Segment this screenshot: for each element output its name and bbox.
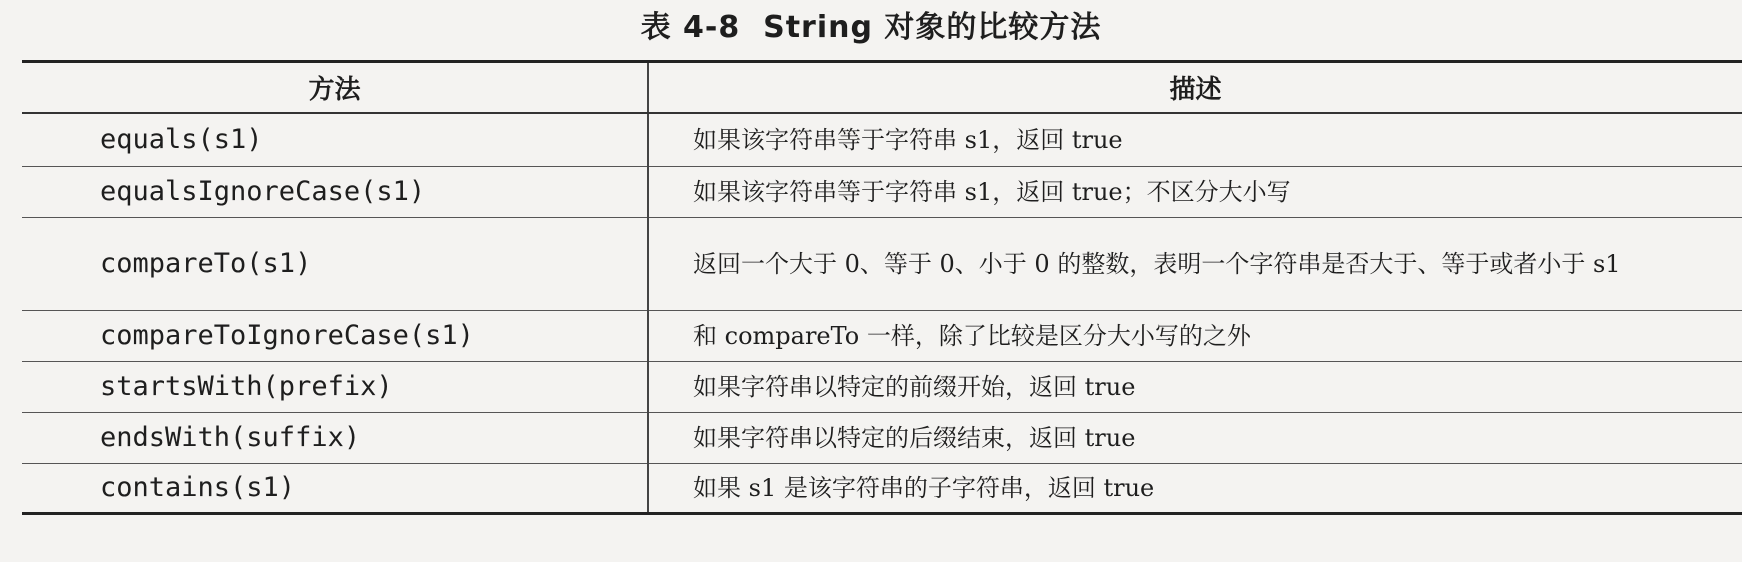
method-name: compareToIgnoreCase(s1)	[22, 310, 648, 361]
method-description-text: 如果字符串以特定的前缀开始，返回 true	[693, 372, 1136, 401]
table-row	[22, 113, 1742, 166]
table-title: 表 4-8 String 对象的比较方法	[640, 10, 1102, 45]
method-name: equals(s1)	[22, 113, 648, 166]
method-description	[648, 361, 1742, 412]
table-row	[22, 166, 1742, 217]
table-row	[22, 310, 1742, 361]
method-description-text: 如果字符串以特定的后缀结束，返回 true	[693, 423, 1136, 452]
method-name: contains(s1)	[22, 463, 648, 513]
table-row	[22, 361, 1742, 412]
table-row	[22, 217, 1742, 310]
method-description	[648, 166, 1742, 217]
method-description	[648, 113, 1742, 166]
method-name: equalsIgnoreCase(s1)	[22, 166, 648, 217]
table-header-row	[22, 62, 1742, 114]
method-description-text: 如果 s1 是该字符串的子字符串，返回 true	[693, 473, 1155, 502]
method-name: startsWith(prefix)	[22, 361, 648, 412]
method-name: endsWith(suffix)	[22, 412, 648, 463]
method-description	[648, 217, 1742, 310]
method-description-text: 返回一个大于 0、等于 0、小于 0 的整数，表明一个字符串是否大于、等于或者小于 s1	[693, 249, 1621, 278]
method-description-text: 如果该字符串等于字符串 s1，返回 true；不区分大小写	[693, 177, 1291, 206]
table-row	[22, 463, 1742, 513]
method-description	[648, 412, 1742, 463]
table-row	[22, 412, 1742, 463]
method-name: compareTo(s1)	[22, 217, 648, 310]
method-description-text: 如果该字符串等于字符串 s1，返回 true	[693, 125, 1123, 154]
string-comparison-methods-table	[22, 60, 1742, 515]
method-column-header: 方法	[22, 62, 648, 114]
method-description	[648, 463, 1742, 513]
method-description-text: 和 compareTo 一样，除了比较是区分大小写的之外	[693, 321, 1251, 350]
description-column-header: 描述	[648, 62, 1742, 114]
method-description	[648, 310, 1742, 361]
